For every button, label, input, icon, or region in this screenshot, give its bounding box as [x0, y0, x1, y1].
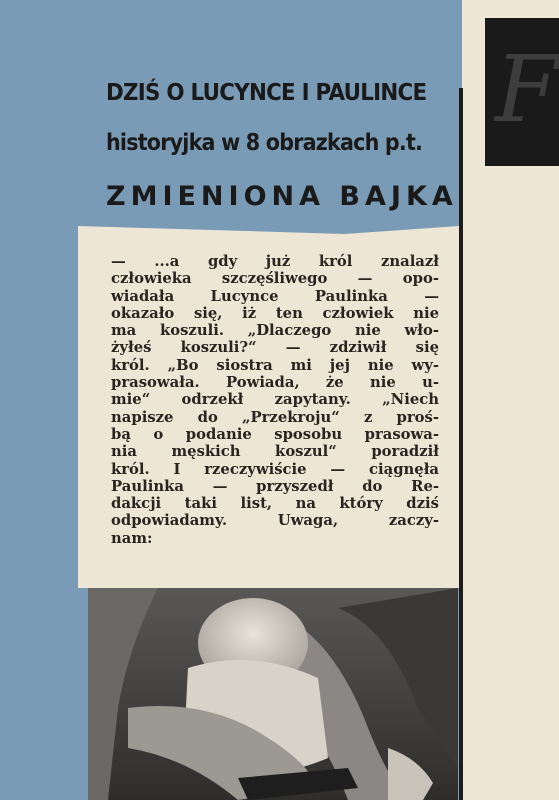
article-line: Paulinka — przyszedł do Re-: [111, 477, 439, 495]
article-line: mie“ odrzekł zapytany. „Niech: [111, 391, 439, 409]
article-body: [111, 253, 439, 547]
adjacent-page-dark-block: [485, 18, 559, 166]
article-line: — ...a gdy już król znalazł: [111, 253, 439, 270]
headline-line-2: historyjka w 8 obrazkach p.t.: [106, 130, 423, 156]
photo-person-with-shirt: [88, 588, 458, 800]
headline-line-1: DZIŚ O LUCYNCE I PAULINCE: [106, 80, 427, 106]
article-line: prasowała. Powiada, że nie u-: [111, 374, 439, 392]
article-line: nia męskich koszul“ poradził: [111, 443, 439, 461]
article-line: napisze do „Przekroju“ z proś-: [111, 408, 439, 426]
article-line: król. „Bo siostra mi jej nie wy-: [111, 356, 439, 374]
article-line: człowieka szczęśliwego — opo-: [111, 270, 439, 288]
photo-illustration: [88, 588, 458, 800]
column-divider-rule: [459, 88, 463, 800]
article-line: ma koszuli. „Dlaczego nie wło-: [111, 322, 439, 340]
article-line: bą o podanie sposobu prasowa-: [111, 425, 439, 443]
headline-title: ZMIENIONA BAJKA: [106, 181, 458, 212]
article-line: żyłeś koszuli?“ — zdziwił się: [111, 339, 439, 357]
decorative-letter-glyph: F: [495, 36, 559, 143]
article-line: król. I rzeczywiście — ciągnęła: [111, 460, 439, 478]
article-line: wiadała Lucynce Paulinka —: [111, 287, 439, 305]
article-line: okazało się, iż ten człowiek nie: [111, 304, 439, 322]
article-line: nam:: [111, 529, 153, 547]
article-line: odpowiadamy. Uwaga, zaczy-: [111, 512, 439, 530]
article-line: dakcji taki list, na który dziś: [111, 495, 439, 513]
